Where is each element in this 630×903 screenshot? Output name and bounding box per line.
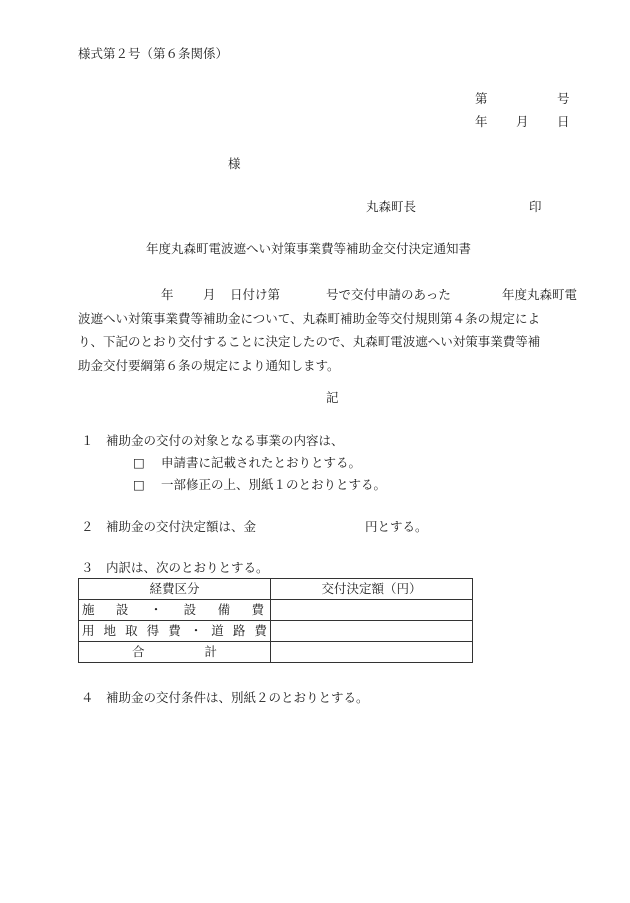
- item-3-text: 内訳は、次のとおりとする。: [106, 560, 269, 575]
- amount-input-facility[interactable]: [271, 600, 473, 621]
- row-total-label: 合 計: [131, 643, 218, 659]
- issuer-name: 丸森町長: [366, 199, 417, 214]
- table-row: [79, 621, 473, 642]
- date-month: 月: [516, 114, 529, 129]
- item-1-number: １: [81, 433, 94, 448]
- body-month: 月: [203, 287, 216, 302]
- row-total: [79, 642, 271, 663]
- checkbox-icon[interactable]: □: [133, 455, 145, 470]
- row-facility-equipment: [79, 600, 271, 621]
- item-1-text: 補助金の交付の対象となる事業の内容は、: [106, 433, 344, 448]
- body-line-4: 助金交付要綱第６条の規定により通知します。: [78, 358, 340, 374]
- row-facility-equipment-label: 施 設 ・ 設 備 費: [82, 601, 264, 617]
- body-line-1: [78, 283, 586, 307]
- item-3-number: ３: [81, 560, 94, 575]
- doc-number-go: 号: [557, 91, 570, 106]
- table-row: [79, 600, 473, 621]
- addressee-sama: 様: [228, 156, 241, 171]
- row-land-road-label: 用 地 取 得 費 ・ 道 路 費: [82, 622, 267, 638]
- option-2-label: 一部修正の上、別紙１のとおりとする。: [161, 477, 387, 492]
- body-day-dai: 日付け第: [230, 287, 281, 302]
- item-2-tail: 円とする。: [365, 519, 428, 534]
- header-decided-amount: 交付決定額（円）: [271, 579, 473, 600]
- amount-input-total[interactable]: [271, 642, 473, 663]
- ki-heading: 記: [326, 390, 339, 405]
- option-1-label: 申請書に記載されたとおりとする。: [161, 455, 362, 470]
- form-label: 様式第２号（第６条関係）: [78, 46, 229, 61]
- body-go-text: 号で交付申請のあった: [326, 287, 451, 302]
- body-paragraph: [78, 283, 586, 378]
- item-4-text: 補助金の交付条件は、別紙２のとおりとする。: [106, 690, 369, 705]
- date-day: 日: [557, 114, 570, 129]
- table-row: [79, 642, 473, 663]
- table-header-row: [79, 579, 473, 600]
- checkbox-icon[interactable]: □: [133, 477, 145, 492]
- row-land-road: [79, 621, 271, 642]
- body-line-2: 波遮へい対策事業費等補助金について、丸森町補助金等交付規則第４条の規定によ: [78, 310, 541, 326]
- document-title: 年度丸森町電波遮へい対策事業費等補助金交付決定通知書: [146, 241, 472, 256]
- header-expense-category: 経費区分: [79, 579, 271, 600]
- date-year: 年: [475, 114, 488, 129]
- issuer-seal: 印: [529, 199, 542, 214]
- item-2-text: 補助金の交付決定額は、金: [106, 519, 257, 534]
- amount-input-land-road[interactable]: [271, 621, 473, 642]
- doc-number-dai: 第: [475, 91, 488, 106]
- item-2-number: ２: [81, 519, 94, 534]
- body-year: 年: [161, 287, 174, 302]
- body-line-3: り、下記のとおり交付することに決定したので、丸森町電波遮へい対策事業費等補: [78, 334, 541, 350]
- breakdown-table: [78, 578, 473, 663]
- item-4-number: ４: [81, 690, 94, 705]
- body-tail: 年度丸森町電: [502, 287, 578, 302]
